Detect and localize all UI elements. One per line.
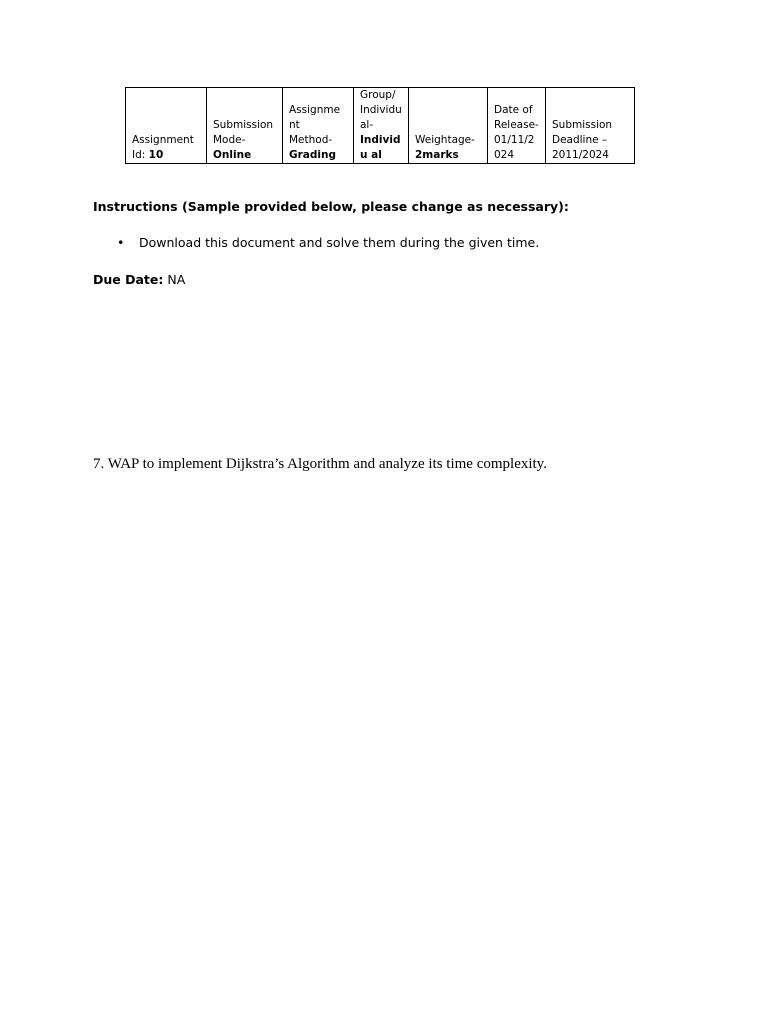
release-date-line2: Release- (494, 119, 539, 131)
assignment-id-label-line2: Id: (132, 149, 149, 161)
question-text: 7. WAP to implement Dijkstra’s Algorithm and analyze its time complexity. (93, 456, 547, 472)
assignment-id-value: 10 (148, 149, 164, 161)
group-individual-label-line1: Group/ (360, 89, 396, 101)
list-item (93, 235, 539, 250)
release-date-line3: 01/11/2 (494, 134, 535, 146)
release-date-line4: 024 (494, 149, 515, 161)
weightage-value: 2marks (415, 149, 459, 161)
group-individual-value: Individu al (360, 134, 401, 161)
submission-deadline-line2: Deadline – (552, 134, 608, 146)
release-date-line1: Date of (494, 104, 533, 116)
weightage-cell (409, 88, 488, 164)
assignment-id-cell (126, 88, 207, 164)
submission-deadline-line3: 2011/2024 (552, 149, 609, 161)
assignment-method-value: Grading (289, 149, 336, 161)
submission-mode-cell (207, 88, 283, 164)
submission-deadline-cell (546, 88, 635, 164)
bullet-icon: • (117, 235, 125, 250)
instruction-text: Download this document and solve them during the given time. (139, 235, 540, 250)
submission-mode-value: Online (213, 149, 252, 161)
due-date-value: NA (163, 272, 186, 287)
assignment-method-label-line3: Method- (289, 134, 333, 146)
submission-mode-label-line1: Submission (213, 119, 274, 131)
assignment-info-table (125, 87, 635, 164)
due-date-label: Due Date: (93, 272, 164, 287)
submission-mode-label-line2: Mode- (213, 134, 246, 146)
group-individual-cell (354, 88, 409, 164)
release-date-cell (488, 88, 546, 164)
assignment-id-label-line1: Assignment (132, 134, 194, 146)
weightage-label: Weightage- (415, 134, 475, 146)
group-individual-label-line2: Individu (360, 104, 402, 116)
group-individual-label-line3: al- (360, 119, 374, 131)
assignment-method-label-line1: Assignme (289, 104, 341, 116)
instructions-heading: Instructions (Sample provided below, please change as necessary): (93, 199, 569, 214)
assignment-method-cell (283, 88, 354, 164)
submission-deadline-line1: Submission (552, 119, 613, 131)
instructions-list (93, 235, 539, 250)
due-date (93, 272, 185, 287)
table-row (126, 88, 635, 164)
assignment-method-label-line2: nt (289, 119, 300, 131)
